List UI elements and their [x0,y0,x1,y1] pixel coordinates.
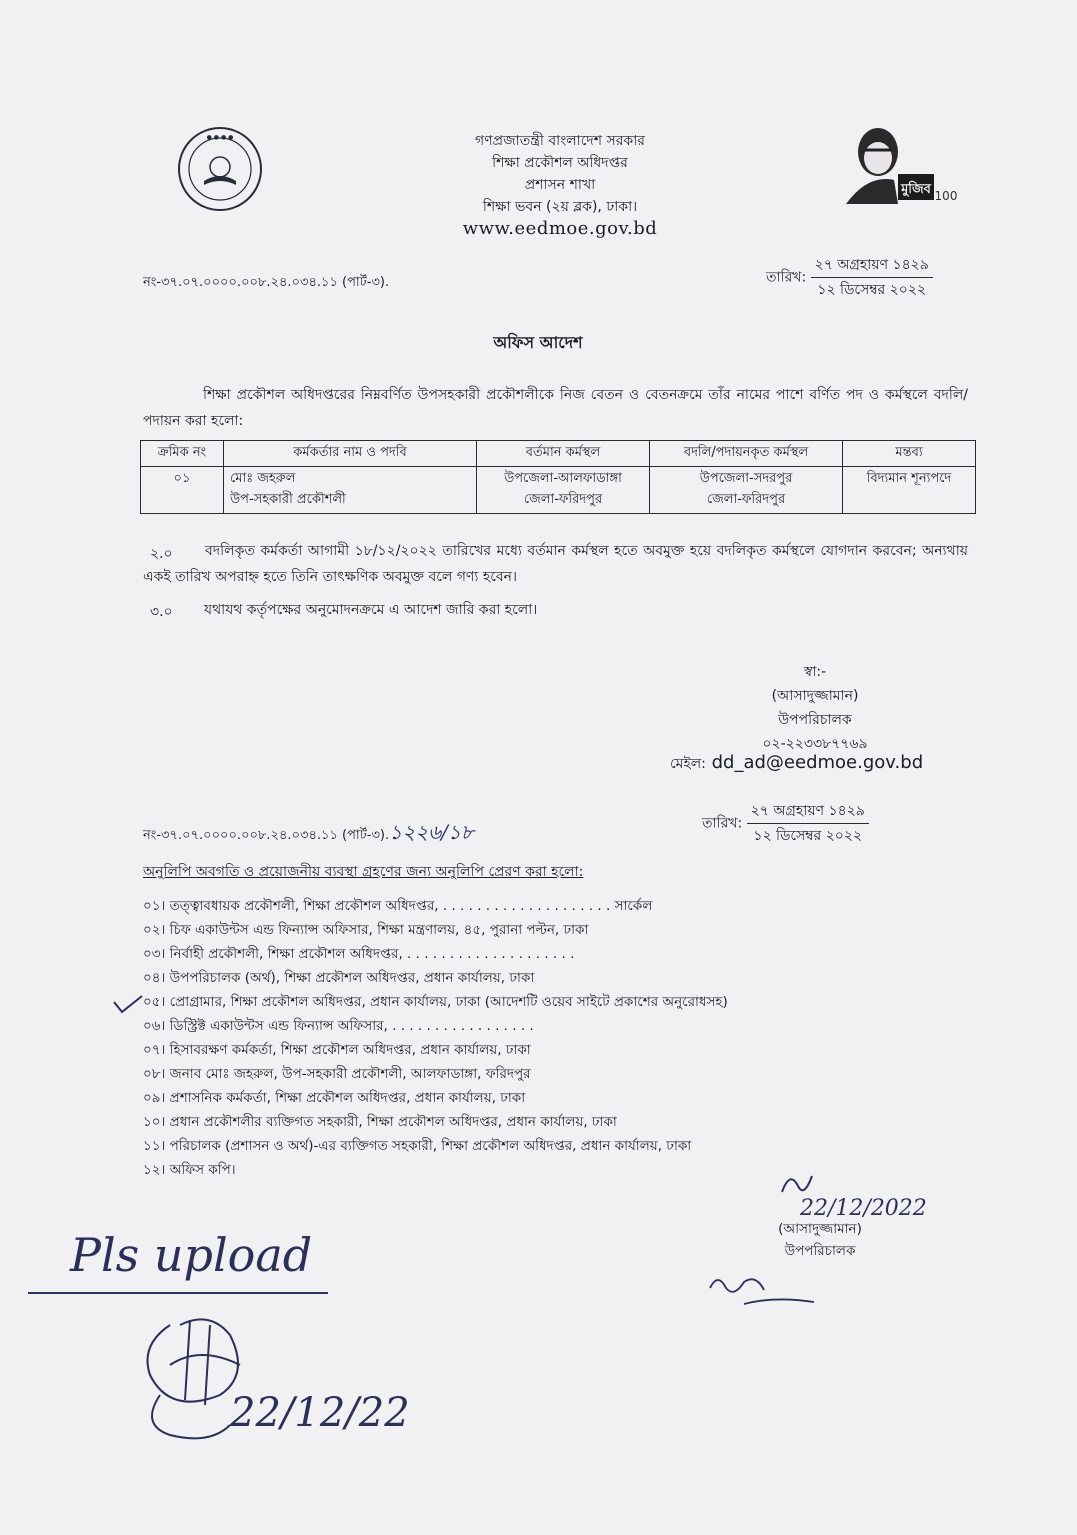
list-item: ০১। তত্ত্বাবধায়ক প্রকৌশলী, শিক্ষা প্রকৌশল অধিদপ্তর, . . . . . . . . . . . . . . . . . . . . সার্কেল [143,898,653,914]
letterhead [380,130,740,240]
tick-mark [112,994,144,1020]
signature-block [690,660,940,756]
list-item: ০৯। প্রশাসনিক কর্মকর্তা, শিক্ষা প্রকৌশল অধিদপ্তর, প্রধান কার্যালয়, ঢাকা [143,1090,526,1106]
cell-new [650,467,843,514]
new-district: জেলা-ফরিদপুর [706,492,786,507]
para-3-number: ৩.০ [150,604,173,620]
mail-label: মেইল: [670,756,706,772]
note-underline [28,1292,328,1294]
memo-2-number [143,818,474,851]
cell-name [224,467,477,514]
memo-2-handwritten-suffix: ১২২৬/১৮ [389,820,474,844]
initial-scribble [704,1268,824,1316]
signatory-name: (আসাদুজ্জামান) [771,688,859,704]
cc-list [143,894,973,1182]
col-current: বর্তমান কর্মস্থল [477,441,650,467]
cell-remark: বিদ্যমান শূন্যপদে [843,467,976,514]
col-name: কর্মকর্তার নাম ও পদবি [224,441,477,467]
new-upazila: উপজেলা-সদরপুর [699,471,793,486]
signatory-designation: উপপরিচালক [778,712,852,728]
officer-designation: উপ-সহকারী প্রকৌশলী [230,492,346,507]
svg-text:মুজিব: মুজিব [901,182,931,197]
para-2-text: বদলিকৃত কর্মকর্তা আগামী ১৮/১২/২০২২ তারিখের মধ্যে বর্তমান কর্মস্থল হতে অবমুক্ত হয়ে বদলিকৃত কর্মস্থলে যোগদান করবেন; অন্যথায় একই তারিখ অপরাহ্ন হতে তিনি তাৎক্ষণিক অবমুক্ত বলে গণ্য হবেন। [143,543,968,585]
date-bangla: ২৭ অগ্রহায়ণ ১৪২৯ [811,254,933,278]
header-line-1: গণপ্রজাতন্ত্রী বাংলাদেশ সরকার [475,133,645,149]
mujib-borsho-logo [838,120,960,212]
list-item: ০৮। জনাব মোঃ জহরুল, উপ-সহকারী প্রকৌশলী, আলফাডাঙ্গা, ফরিদপুর [143,1066,531,1082]
col-serial: ক্রমিক নং [141,441,224,467]
cell-serial: ০১ [141,467,224,514]
order-title: অফিস আদেশ [493,333,583,352]
current-district: জেলা-ফরিদপুর [523,492,603,507]
memo-number: নং-৩৭.০৭.০০০০.০০৮.২৪.০৩৪.১১ (পার্ট-৩). [143,275,390,290]
handwritten-date-2: 22/12/22 [230,1390,410,1436]
date-english: ১২ ডিসেম্বর ২০২২ [817,282,927,298]
list-item: ০২। চিফ একাউন্টস এন্ড ফিন্যান্স অফিসার, শিক্ষা মন্ত্রণালয়, ৪৫, পুরানা পল্টন, ঢাকা [143,922,589,938]
left-seal-logo [176,125,264,213]
signatory-2-name: (আসাদুজ্জামান) [778,1221,862,1237]
memo-2-date [702,800,869,847]
mail-address[interactable]: dd_ad@eedmoe.gov.bd [711,752,924,773]
list-item: ১২। অফিস কপি। [143,1162,236,1178]
list-item: ০৬। ডিস্ট্রিক্ট একাউন্টস এন্ড ফিন্যান্স অফিসার, . . . . . . . . . . . . . . . . . [143,1018,534,1034]
para-3-text: যথাযথ কর্তৃপক্ষের অনুমোদনক্রমে এ আদেশ জারি করা হলো। [204,602,538,618]
list-item: ০৭। হিসাবরক্ষণ কর্মকর্তা, শিক্ষা প্রকৌশল অধিদপ্তর, প্রধান কার্যালয়, ঢাকা [143,1042,531,1058]
handwritten-date-signature: 22/12/2022 [800,1196,927,1221]
memo-2-number-text: নং-৩৭.০৭.০০০০.০০৮.২৪.০৩৪.১১ (পার্ট-৩). [143,828,390,843]
officer-name: মোঃ জহরুল [230,471,296,486]
signatory-mail [670,752,923,776]
header-line-3: প্রশাসন শাখা [524,177,596,193]
table-row [141,467,976,514]
cell-current [477,467,650,514]
transfer-table [140,440,976,514]
para-2-number: ২.০ [150,546,173,562]
svg-text:● ● ● ●: ● ● ● ● [206,134,234,141]
col-new: বদলি/পদায়নকৃত কর্মস্থল [650,441,843,467]
list-item: ১০। প্রধান প্রকৌশলীর ব্যক্তিগত সহকারী, শিক্ষা প্রকৌশল অধিদপ্তর, প্রধান কার্যালয়, ঢাকা [143,1114,617,1130]
col-remark: মন্তব্য [843,441,976,467]
date-2-bangla: ২৭ অগ্রহায়ণ ১৪২৯ [747,800,869,824]
signatory-2-designation: উপপরিচালক [784,1243,856,1259]
cc-heading: অনুলিপি অবগতি ও প্রয়োজনীয় ব্যবস্থা গ্রহণের জন্য অনুলিপি প্রেরণ করা হলো: [143,864,584,880]
current-upazila: উপজেলা-আলফাডাঙ্গা [504,471,622,486]
signature-block-2 [755,1218,885,1262]
date-label: তারিখ: [766,269,807,286]
date-2-english: ১২ ডিসেম্বর ২০২২ [753,828,863,844]
sign-mark: স্বা:- [803,664,827,680]
list-item: ০৪। উপপরিচালক (অর্থ), শিক্ষা প্রকৌশল অধিদপ্তর, প্রধান কার্যালয়, ঢাকা [143,970,535,986]
signatory-phone: ০২-২২৩৩৮৭৭৬৯ [762,736,868,752]
handwritten-note: Pls upload [70,1228,313,1282]
website-link[interactable]: www.eedmoe.gov.bd [462,218,658,239]
list-item: ১১। পরিচালক (প্রশাসন ও অর্থ)-এর ব্যক্তিগত সহকারী, শিক্ষা প্রকৌশল অধিদপ্তর, প্রধান কার্যালয়, ঢাকা [143,1138,692,1154]
svg-text:100: 100 [934,189,958,203]
initial-signature-scribble [778,1168,818,1204]
list-item: ০৩। নির্বাহী প্রকৌশলী, শিক্ষা প্রকৌশল অধিদপ্তর, . . . . . . . . . . . . . . . . . . . . [143,946,575,962]
list-item: ০৫। প্রোগ্রামার, শিক্ষা প্রকৌশল অধিদপ্তর, প্রধান কার্যালয়, ঢাকা (আদেশটি ওয়েব সাইটে প্রকাশের অনুরোধসহ) [143,994,728,1010]
intro-paragraph: শিক্ষা প্রকৌশল অধিদপ্তরের নিম্নবর্ণিত উপসহকারী প্রকৌশলীকে নিজ বেতন ও বেতনক্রমে তাঁর নামের পাশে বর্ণিত পদ ও কর্মস্থলে বদলি/পদায়ন করা হলো: [143,387,968,429]
header-line-2: শিক্ষা প্রকৌশল অধিদপ্তর [492,155,628,171]
header-line-4: শিক্ষা ভবন (২য় ব্লক), ঢাকা। [482,199,638,215]
table-header-row [141,441,976,467]
date-2-label: তারিখ: [702,815,743,832]
memo-date [766,254,933,301]
